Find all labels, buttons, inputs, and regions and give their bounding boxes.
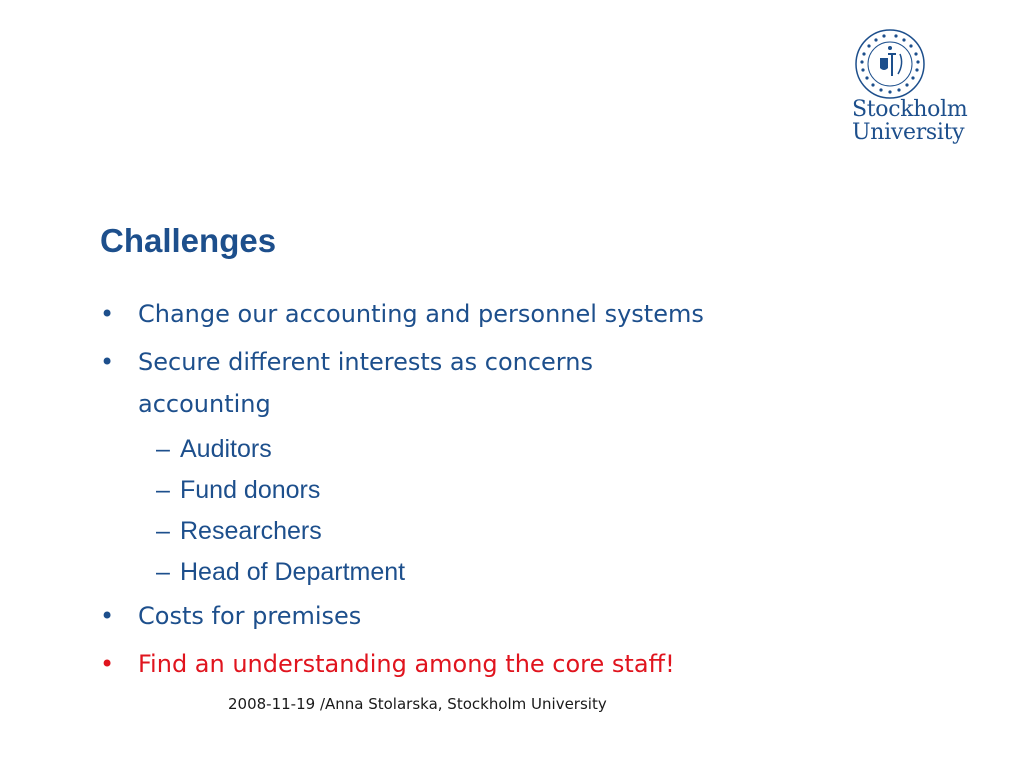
sub-bullet-text: Fund donors	[180, 476, 321, 504]
bullet-marker: •	[100, 348, 115, 376]
bullet-text: Change our accounting and personnel systems	[138, 300, 704, 328]
slide-title: Challenges	[100, 222, 277, 259]
logo-line-2: University	[852, 120, 965, 145]
bullet-text-highlight: Find an understanding among the core staff!	[138, 650, 675, 678]
dash-marker: –	[156, 435, 170, 463]
logo-wordmark	[852, 98, 967, 144]
bullet-text: Secure different interests as concerns	[138, 348, 593, 376]
bullet-marker: •	[100, 650, 115, 678]
dash-marker: –	[156, 476, 170, 504]
logo-line-1: Stockholm	[852, 97, 968, 122]
bullet-marker: •	[100, 602, 115, 630]
dash-marker: –	[156, 558, 170, 586]
bullet-marker: •	[100, 300, 115, 328]
university-seal-icon	[854, 28, 926, 100]
bullet-text: Costs for premises	[138, 602, 362, 630]
sub-bullet-text: Researchers	[180, 517, 322, 545]
dash-marker: –	[156, 517, 170, 545]
sub-bullet-text: Head of Department	[180, 558, 406, 586]
bullet-text-continuation: accounting	[138, 390, 271, 418]
sub-bullet-text: Auditors	[180, 435, 272, 463]
stockholm-university-logo	[852, 28, 982, 148]
slide-footer: 2008-11-19 /Anna Stolarska, Stockholm University	[228, 695, 607, 713]
